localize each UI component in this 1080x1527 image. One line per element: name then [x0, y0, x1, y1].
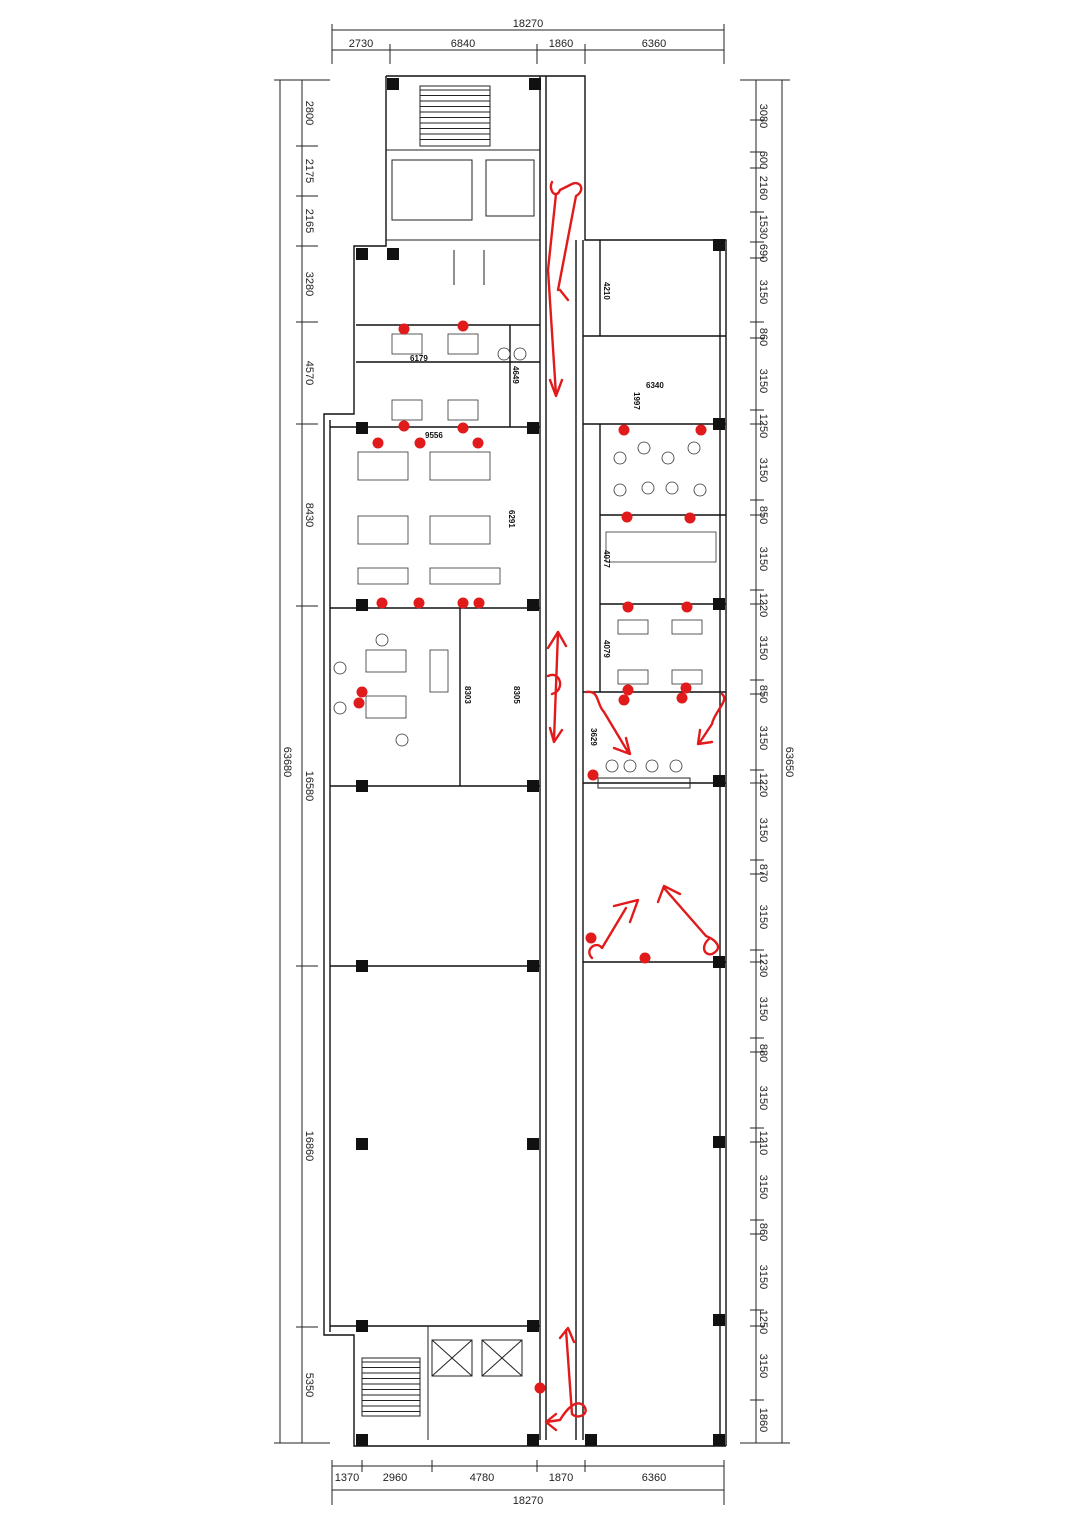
right-dimension: 3150 [757, 457, 769, 483]
chair [694, 484, 706, 496]
column [713, 1136, 725, 1148]
left-dimension-chain [274, 80, 330, 1443]
right-dimension: 850 [757, 684, 769, 704]
chair [396, 734, 408, 746]
red-dot [458, 598, 469, 609]
right-dimension: 3150 [757, 1353, 769, 1379]
desk [430, 452, 490, 480]
column [713, 239, 725, 251]
column [527, 422, 539, 434]
column [356, 1320, 368, 1332]
red-dot [622, 512, 633, 523]
right-dimension-chain [740, 80, 795, 1443]
column [713, 1314, 725, 1326]
chair [334, 662, 346, 674]
top-dimension: 2730 [348, 38, 374, 50]
red-dot [681, 683, 692, 694]
top-dimension: 6360 [641, 38, 667, 50]
desk [430, 516, 490, 544]
right-dimension: 860 [757, 1222, 769, 1242]
right-dimension: 3150 [757, 279, 769, 305]
column [713, 418, 725, 430]
right-dimension: 3150 [757, 368, 769, 394]
chair [614, 452, 626, 464]
right-dimension: 1250 [757, 1309, 769, 1335]
red-dot [399, 421, 410, 432]
red-dot [473, 438, 484, 449]
bottom-dimension: 1370 [334, 1472, 360, 1484]
column [356, 960, 368, 972]
chair [624, 760, 636, 772]
left-dimension: 3280 [303, 271, 315, 297]
left-dimension: 5350 [303, 1372, 315, 1398]
room-dimension: 8305 [512, 686, 521, 704]
route-arrow [548, 632, 566, 742]
column [529, 78, 541, 90]
red-dot [377, 598, 388, 609]
right-dimension-labels [757, 104, 795, 1432]
top-dimension: 6840 [450, 38, 476, 50]
room-dimension: 4077 [602, 550, 611, 568]
column [527, 599, 539, 611]
room-dimension: 4210 [602, 282, 611, 300]
column [356, 248, 368, 260]
desk [358, 452, 408, 480]
red-dot [619, 695, 630, 706]
right-dimension: 1210 [757, 1130, 769, 1156]
right-dimension: 3150 [757, 1085, 769, 1111]
desk [366, 696, 406, 718]
red-dot [373, 438, 384, 449]
chair [334, 702, 346, 714]
desk [448, 400, 478, 420]
left-dimension: 4570 [303, 360, 315, 386]
red-dot [415, 438, 426, 449]
right-dimension: 3150 [757, 635, 769, 661]
red-dot [458, 423, 469, 434]
right-dimension: 3150 [757, 546, 769, 572]
building-walls [324, 76, 726, 1446]
red-dot [623, 602, 634, 613]
right-dimension-ticks [750, 120, 764, 1400]
column [527, 960, 539, 972]
route-arrow [546, 1328, 586, 1430]
right-dimension: 1250 [757, 413, 769, 439]
red-dot [588, 770, 599, 781]
bottom-dimension: 4780 [469, 1472, 495, 1484]
red-annotation-dots [354, 321, 707, 1394]
route-arrow [548, 194, 562, 396]
column [585, 1434, 597, 1446]
top-dimension: 1860 [548, 38, 574, 50]
chair [614, 484, 626, 496]
desk [448, 334, 478, 354]
red-dot [696, 425, 707, 436]
desk [358, 568, 408, 584]
chair [376, 634, 388, 646]
top-total-dimension: 18270 [512, 18, 544, 30]
right-total-dimension: 63650 [783, 746, 795, 778]
red-dot [357, 687, 368, 698]
desk [430, 650, 448, 692]
desk [606, 532, 716, 562]
chair [670, 760, 682, 772]
bottom-dimension: 6360 [641, 1472, 667, 1484]
bottom-dimension-chain [332, 1460, 724, 1507]
right-dimension: 3150 [757, 1264, 769, 1290]
stair-treads [362, 90, 490, 1412]
right-dimension: 3150 [757, 904, 769, 930]
chair [514, 348, 526, 360]
column [713, 598, 725, 610]
desk [358, 516, 408, 544]
room-dimension: 6340 [646, 381, 664, 390]
right-dimension: 3080 [757, 103, 769, 129]
left-dimension: 2165 [303, 208, 315, 234]
column [713, 1434, 725, 1446]
right-dimension: 1230 [757, 952, 769, 978]
red-dot [458, 321, 469, 332]
room-dimension: 6179 [410, 354, 428, 363]
left-dimension: 2800 [303, 100, 315, 126]
chair [498, 348, 510, 360]
desk [392, 400, 422, 420]
right-dimension: 1220 [757, 772, 769, 798]
room-dimension: 3629 [589, 728, 598, 746]
column [356, 780, 368, 792]
chair [606, 760, 618, 772]
left-dimension: 2175 [303, 158, 315, 184]
red-dot [474, 598, 485, 609]
desk [392, 334, 422, 354]
red-dot [535, 1383, 546, 1394]
red-dot [677, 693, 688, 704]
bottom-dimension: 1870 [548, 1472, 574, 1484]
right-dimension: 3150 [757, 817, 769, 843]
column [527, 1320, 539, 1332]
red-dot [354, 698, 365, 709]
bottom-total-dimension: 18270 [512, 1495, 544, 1507]
desk [430, 568, 500, 584]
column [356, 422, 368, 434]
desk [618, 620, 648, 634]
route-arrow [589, 900, 638, 958]
right-dimension: 690 [757, 243, 769, 263]
column [713, 775, 725, 787]
room-dimension: 6291 [507, 510, 516, 528]
red-dot [586, 933, 597, 944]
column [356, 1434, 368, 1446]
chair [688, 442, 700, 454]
top-dimension-chain [332, 18, 724, 64]
right-dimension: 3150 [757, 725, 769, 751]
desk [672, 620, 702, 634]
desk [618, 670, 648, 684]
room-dimension: 4649 [511, 366, 520, 384]
column [356, 1138, 368, 1150]
red-dot [414, 598, 425, 609]
red-dot [682, 602, 693, 613]
route-arrow [658, 886, 718, 954]
right-dimension: 600 [757, 150, 769, 170]
left-total-dimension: 63680 [281, 746, 293, 778]
red-dot [399, 324, 410, 335]
desk [672, 670, 702, 684]
red-dot [619, 425, 630, 436]
column [713, 956, 725, 968]
furniture-layout [334, 334, 716, 772]
room-dimension: 4079 [602, 640, 611, 658]
right-dimension: 1220 [757, 592, 769, 618]
column [527, 1434, 539, 1446]
right-dimension: 860 [757, 327, 769, 347]
red-dot [640, 953, 651, 964]
column [356, 599, 368, 611]
right-dimension: 1860 [757, 1407, 769, 1433]
bottom-dimension: 2960 [382, 1472, 408, 1484]
column [527, 780, 539, 792]
right-dimension: 3150 [757, 1174, 769, 1200]
left-dimension: 16580 [303, 770, 315, 802]
left-dimension: 16860 [303, 1130, 315, 1162]
chair [646, 760, 658, 772]
right-dimension: 870 [757, 863, 769, 883]
column [527, 1138, 539, 1150]
desk [366, 650, 406, 672]
room-dimension: 9556 [425, 431, 443, 440]
red-dot [623, 685, 634, 696]
column [387, 248, 399, 260]
chair [662, 452, 674, 464]
chair [642, 482, 654, 494]
room-dimension: 1997 [632, 392, 641, 410]
chair [638, 442, 650, 454]
right-dimension: 1530 [757, 214, 769, 240]
right-dimension: 850 [757, 505, 769, 525]
column [387, 78, 399, 90]
room-dimension: 8303 [463, 686, 472, 704]
chair [666, 482, 678, 494]
left-dimension: 8430 [303, 502, 315, 528]
right-dimension: 3150 [757, 996, 769, 1022]
right-dimension: 2160 [757, 175, 769, 201]
red-dot [685, 513, 696, 524]
right-dimension: 880 [757, 1043, 769, 1063]
red-annotation-arrows [546, 182, 724, 1430]
